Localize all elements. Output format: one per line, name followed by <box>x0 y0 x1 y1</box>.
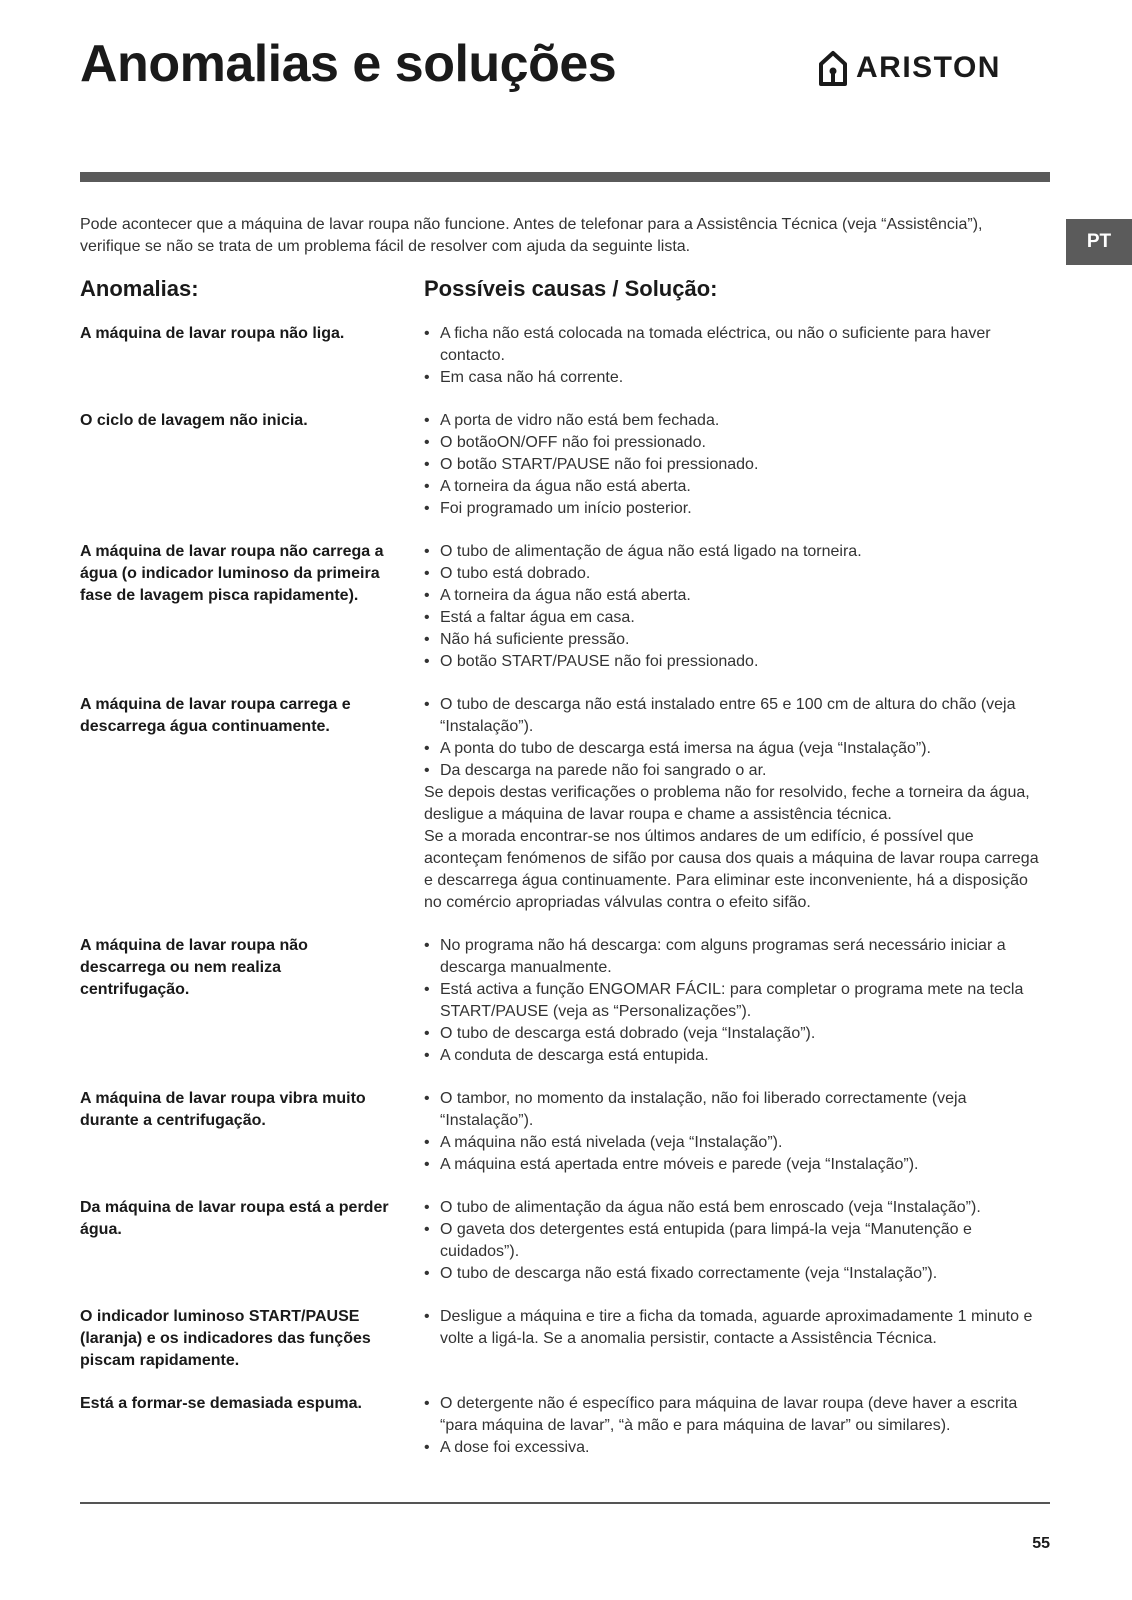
list-item <box>424 432 1050 454</box>
causes-cell <box>424 323 1050 389</box>
bullet-icon: • <box>424 325 430 342</box>
cause-text: A porta de vidro não está bem fechada. <box>440 412 720 429</box>
list-item <box>424 1306 1050 1350</box>
causes-list <box>424 1088 1050 1176</box>
causes-list <box>424 1197 1050 1285</box>
causes-cell <box>424 1393 1050 1459</box>
page-number: 55 <box>1032 1535 1050 1552</box>
bullet-icon: • <box>424 1221 430 1238</box>
cause-text: O tambor, no momento da instalação, não foi liberado correctamente (veja “Instalação”). <box>440 1090 967 1129</box>
bullet-icon: • <box>424 587 430 604</box>
cause-text: A torneira da água não está aberta. <box>440 478 691 495</box>
list-item <box>424 1132 1050 1154</box>
list-item <box>424 1197 1050 1219</box>
note-text: Se depois destas verificações o problema não for resolvido, feche a torneira da água, desligue a máquina de lavar roupa e chame a assistência técnica. <box>424 784 1030 823</box>
bullet-icon: • <box>424 1199 430 1216</box>
causes-list <box>424 410 1050 520</box>
causes-cell <box>424 410 1050 520</box>
bullet-icon: • <box>424 937 430 954</box>
causes-list <box>424 694 1050 782</box>
cause-text: Não há suficiente pressão. <box>440 631 630 648</box>
table-row <box>80 935 1050 1067</box>
causes-heading: Possíveis causas / Solução: <box>424 276 718 301</box>
cause-text: A torneira da água não está aberta. <box>440 587 691 604</box>
list-item <box>424 694 1050 738</box>
cause-text: O tubo de alimentação de água não está ligado na torneira. <box>440 543 862 560</box>
causes-cell <box>424 1197 1050 1285</box>
bullet-icon: • <box>424 762 430 779</box>
bullet-icon: • <box>424 478 430 495</box>
bullet-icon: • <box>424 609 430 626</box>
causes-list <box>424 935 1050 1067</box>
cause-text: O detergente não é específico para máquina de lavar roupa (deve haver a escrita “para máquina de lavar”, “à mão e para máquina de lavar” ou similares). <box>440 1395 1018 1434</box>
brand-name: ARISTON <box>856 51 1001 84</box>
list-item <box>424 454 1050 476</box>
cause-text: Em casa não há corrente. <box>440 369 624 386</box>
cause-text: No programa não há descarga: com alguns programas será necessário iniciar a descarga manualmente. <box>440 937 1006 976</box>
list-item <box>424 498 1050 520</box>
cause-text: Está a faltar água em casa. <box>440 609 635 626</box>
bullet-icon: • <box>424 631 430 648</box>
anomaly-label: A máquina de lavar roupa vibra muito durante a centrifugação. <box>80 1090 366 1129</box>
list-item <box>424 979 1050 1023</box>
list-item <box>424 1154 1050 1176</box>
cause-text: A máquina não está nivelada (veja “Instalação”). <box>440 1134 783 1151</box>
cause-text: O tubo está dobrado. <box>440 565 591 582</box>
footer-rule <box>80 1502 1050 1504</box>
bullet-icon: • <box>424 412 430 429</box>
cause-text: A conduta de descarga está entupida. <box>440 1047 709 1064</box>
language-tab: PT <box>1066 219 1132 265</box>
bullet-icon: • <box>424 740 430 757</box>
anomalies-heading: Anomalias: <box>80 276 199 301</box>
anomaly-label: O ciclo de lavagem não inicia. <box>80 412 308 429</box>
page-title: Anomalias e soluções <box>80 35 617 93</box>
list-item <box>424 760 1050 782</box>
bullet-icon: • <box>424 1025 430 1042</box>
list-item <box>424 323 1050 367</box>
anomaly-label: Da máquina de lavar roupa está a perder água. <box>80 1199 389 1238</box>
list-item <box>424 1045 1050 1067</box>
list-item <box>424 607 1050 629</box>
list-item <box>424 1219 1050 1263</box>
bullet-icon: • <box>424 369 430 386</box>
list-item <box>424 410 1050 432</box>
cause-text: O tubo de descarga está dobrado (veja “Instalação”). <box>440 1025 816 1042</box>
causes-cell <box>424 935 1050 1067</box>
bullet-icon: • <box>424 1395 430 1412</box>
cause-text: Foi programado um início posterior. <box>440 500 692 517</box>
bullet-icon: • <box>424 1090 430 1107</box>
cause-text: O botão START/PAUSE não foi pressionado. <box>440 456 759 473</box>
cause-text: A ponta do tubo de descarga está imersa na água (veja “Instalação”). <box>440 740 931 757</box>
bullet-icon: • <box>424 653 430 670</box>
anomaly-label: A máquina de lavar roupa carrega e descarrega água continuamente. <box>80 696 351 735</box>
list-item <box>424 1088 1050 1132</box>
causes-cell <box>424 1088 1050 1176</box>
bullet-icon: • <box>424 565 430 582</box>
causes-list <box>424 541 1050 673</box>
table-row <box>80 694 1050 914</box>
cause-text: O gaveta dos detergentes está entupida (para limpá-la veja “Manutenção e cuidados”). <box>440 1221 972 1260</box>
list-item <box>424 585 1050 607</box>
table-row <box>80 323 1050 389</box>
bullet-icon: • <box>424 1265 430 1282</box>
bullet-icon: • <box>424 981 430 998</box>
anomaly-label: A máquina de lavar roupa não liga. <box>80 325 345 342</box>
list-item <box>424 651 1050 673</box>
causes-cell <box>424 1306 1050 1372</box>
table-row <box>80 1393 1050 1459</box>
anomaly-label: A máquina de lavar roupa não carrega a água (o indicador luminoso da primeira fase de lavagem pisca rapidamente). <box>80 543 384 604</box>
bullet-icon: • <box>424 500 430 517</box>
bullet-icon: • <box>424 434 430 451</box>
bullet-icon: • <box>424 696 430 713</box>
house-logo-icon <box>818 50 848 86</box>
list-item <box>424 629 1050 651</box>
intro-text: Pode acontecer que a máquina de lavar roupa não funcione. Antes de telefonar para a Assistência Técnica (veja “Assistência”), verifique se não se trata de um problema fácil de resolver com ajuda da seguinte lista. <box>80 216 983 255</box>
cause-text: A dose foi excessiva. <box>440 1439 590 1456</box>
list-item <box>424 1263 1050 1285</box>
brand-logo <box>818 48 1001 88</box>
cause-text: Da descarga na parede não foi sangrado o ar. <box>440 762 767 779</box>
bullet-icon: • <box>424 456 430 473</box>
bullet-icon: • <box>424 1047 430 1064</box>
causes-list <box>424 323 1050 389</box>
list-item <box>424 1393 1050 1437</box>
causes-list <box>424 1393 1050 1459</box>
table-row <box>80 1088 1050 1176</box>
troubleshooting-table <box>80 323 1050 1480</box>
list-item <box>424 1437 1050 1459</box>
bullet-icon: • <box>424 1156 430 1173</box>
table-row <box>80 410 1050 520</box>
cause-text: A ficha não está colocada na tomada eléctrica, ou não o suficiente para haver contacto. <box>440 325 991 364</box>
list-item <box>424 541 1050 563</box>
list-item <box>424 738 1050 760</box>
list-item <box>424 563 1050 585</box>
anomaly-label: O indicador luminoso START/PAUSE (laranja) e os indicadores das funções piscam rapidamente. <box>80 1308 371 1369</box>
cause-text: A máquina está apertada entre móveis e parede (veja “Instalação”). <box>440 1156 919 1173</box>
cause-text: Está activa a função ENGOMAR FÁCIL: para completar o programa mete na tecla START/PAUSE (veja as “Personalizações”). <box>440 981 1024 1020</box>
causes-list <box>424 1306 1050 1350</box>
cause-text: O tubo de descarga não está fixado correctamente (veja “Instalação”). <box>440 1265 938 1282</box>
bullet-icon: • <box>424 1439 430 1456</box>
table-row <box>80 1306 1050 1372</box>
list-item <box>424 367 1050 389</box>
causes-cell <box>424 541 1050 673</box>
bullet-icon: • <box>424 1134 430 1151</box>
anomaly-label: A máquina de lavar roupa não descarrega ou nem realiza centrifugação. <box>80 937 308 998</box>
list-item <box>424 935 1050 979</box>
bullet-icon: • <box>424 543 430 560</box>
cause-text: O tubo de alimentação da água não está bem enroscado (veja “Instalação”). <box>440 1199 981 1216</box>
cause-text: O botão START/PAUSE não foi pressionado. <box>440 653 759 670</box>
list-item <box>424 1023 1050 1045</box>
table-row <box>80 1197 1050 1285</box>
cause-text: O tubo de descarga não está instalado entre 65 e 100 cm de altura do chão (veja “Instalação”). <box>440 696 1016 735</box>
cause-text: Desligue a máquina e tire a ficha da tomada, aguarde aproximadamente 1 minuto e volte a ligá-la. Se a anomalia persistir, contacte a Assistência Técnica. <box>440 1308 1033 1347</box>
table-row <box>80 541 1050 673</box>
note-text: Se a morada encontrar-se nos últimos andares de um edifício, é possível que aconteçam fenómenos de sifão por causa dos quais a máquina de lavar roupa carrega e descarrega água continuamente. Para eliminar este inconveniente, há a disposição no comércio apropriadas válvulas contra o efeito sifão. <box>424 828 1039 911</box>
list-item <box>424 476 1050 498</box>
causes-cell <box>424 694 1050 914</box>
bullet-icon: • <box>424 1308 430 1325</box>
cause-text: O botãoON/OFF não foi pressionado. <box>440 434 706 451</box>
header-rule <box>80 172 1050 182</box>
anomaly-label: Está a formar-se demasiada espuma. <box>80 1395 362 1412</box>
